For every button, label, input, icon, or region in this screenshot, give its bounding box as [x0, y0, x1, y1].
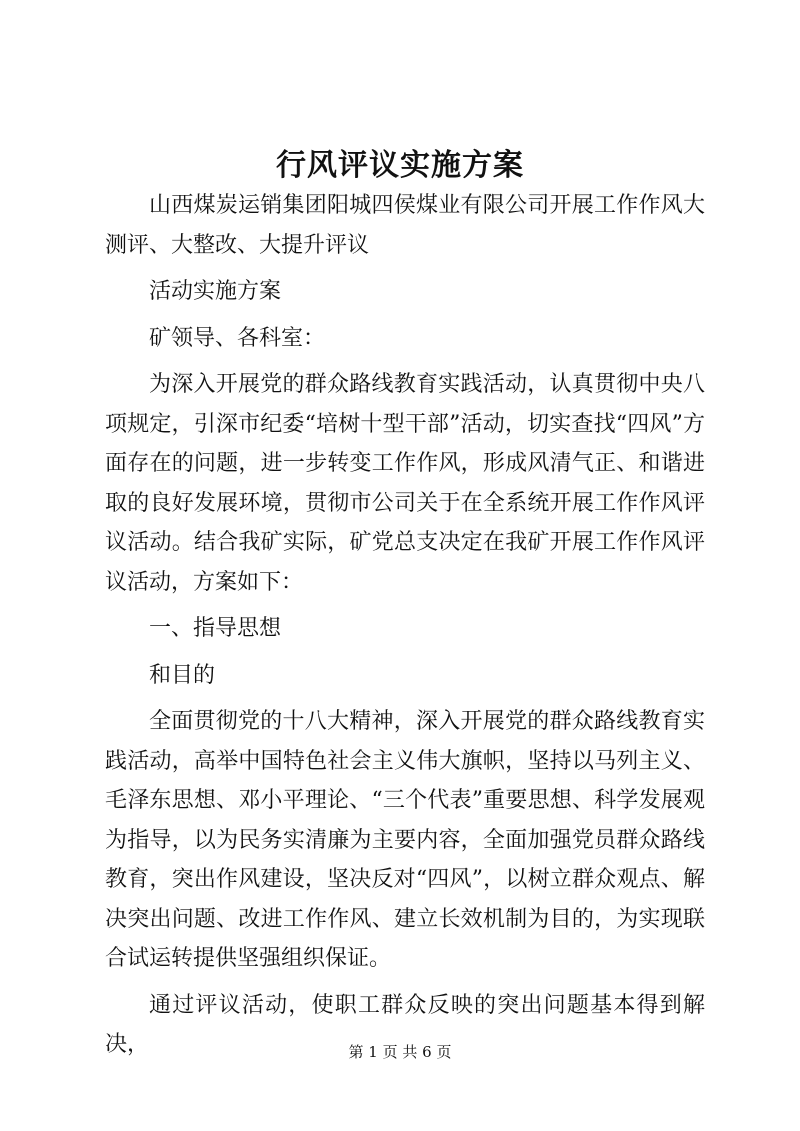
document-body — [105, 186, 705, 1072]
paragraph: 活动实施方案 — [149, 279, 282, 304]
section-heading: 一、指导思想 — [149, 616, 282, 641]
page-footer: 第 1 页 共 6 页 — [348, 1043, 452, 1061]
paragraph: 为深入开展党的群众路线教育实践活动，认真贯彻中央八项规定，引深市纪委“培树十型干部”活动，切实查找“四风”方面存在的问题，进一步转变工作作风，形成风清气正、和谐进取的良好发展环境，贯彻市公司关于在全系统开展工作作风评议活动。结合我矿实际，矿党总支决定在我矿开展工作作风评议活动，方案如下： — [105, 372, 705, 595]
paragraph: 矿领导、各科室： — [149, 325, 326, 351]
paragraph: 全面贯彻党的十八大精神，深入开展党的群众路线教育实践活动，高举中国特色社会主义伟大旗帜，坚持以马列主义、毛泽东思想、邓小平理论、“三个代表”重要思想、科学发展观为指导，以为民务实清廉为主要内容，全面加强党员群众路线教育，突出作风建设，坚决反对“四风”，以树立群众观点、解决突出问题、改进工作作风、建立长效机制为目的，为实现联合试运转提供坚强组织保证。 — [105, 709, 705, 971]
paragraph: 和目的 — [149, 662, 216, 688]
document-title: 行风评议实施方案 — [276, 148, 524, 183]
paragraph: 通过评议活动，使职工群众反映的突出问题基本得到解决， — [105, 992, 705, 1057]
paragraph: 山西煤炭运销集团阳城四侯煤业有限公司开展工作作风大测评、大整改、大提升评议 — [105, 193, 705, 258]
